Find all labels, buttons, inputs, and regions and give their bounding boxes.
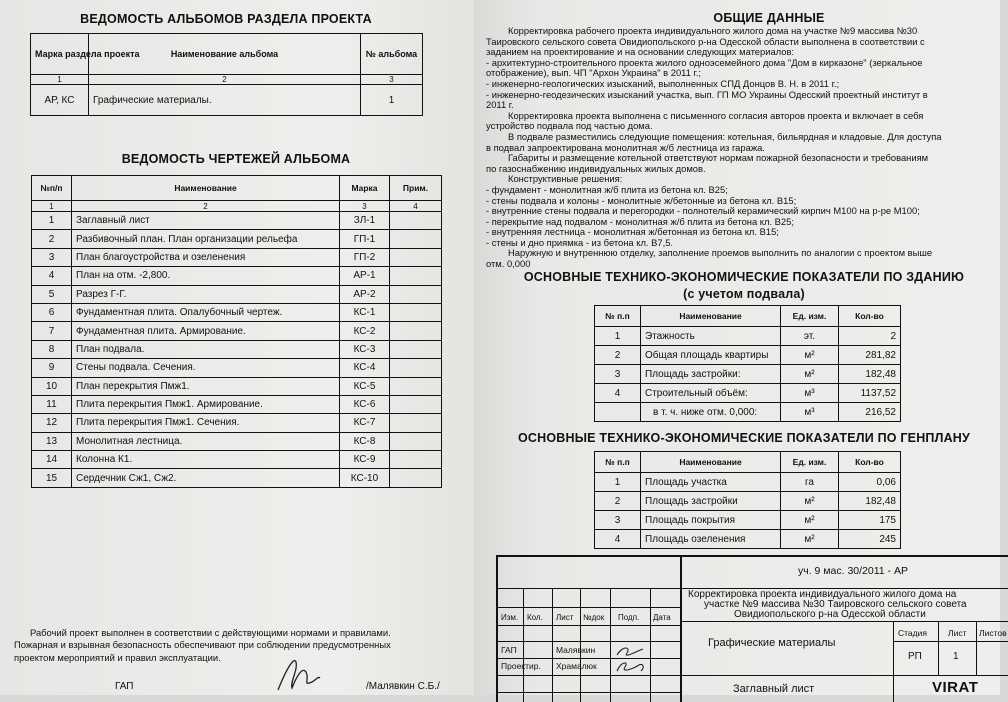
stamp-stage: РП (908, 651, 922, 662)
note-line: проектом мероприятий и правил эксплуатации. (14, 651, 221, 663)
stamp-role-gap: ГАП (501, 645, 517, 655)
drawing-note (390, 248, 442, 266)
stamp-name-designer: Храмалюк (556, 661, 597, 671)
table-row (32, 303, 442, 321)
site-indicator-quantity: 0,06 (839, 473, 901, 492)
stamp-sheet-name: Заглавный лист (733, 683, 815, 695)
table-row (32, 377, 442, 395)
drawings-table (31, 175, 442, 488)
drawing-number: 5 (32, 285, 72, 303)
table-row (595, 346, 901, 365)
drawing-name: Сердечник Сж1, Сж2. (72, 469, 340, 487)
building-indicator-unit: эт. (781, 327, 839, 346)
drawings-col-note: Прим. (390, 176, 442, 201)
stamp-project-title (688, 590, 967, 620)
table-row (32, 230, 442, 248)
drawing-note (390, 469, 442, 487)
drawing-name: Разрез Г-Г. (72, 285, 340, 303)
gap-signature (272, 652, 322, 695)
drawing-name: План на отм. -2,800. (72, 267, 340, 285)
drawings-num-4: 4 (390, 201, 442, 212)
drawings-col-mark: Марка (340, 176, 390, 201)
building-indicator-name: Площадь застройки: (641, 365, 781, 384)
stamp-signatures (613, 641, 649, 675)
general-data-title: ОБЩИЕ ДАННЫЕ (713, 11, 825, 25)
general-data-line: отображение), вып. ЧП "Архон Украина" в 2011 г.; (486, 67, 701, 79)
stamp-col-signature: Подп. (618, 613, 640, 622)
site-indicator-unit: м² (781, 530, 839, 549)
table-row (32, 469, 442, 487)
drawings-col-name: Наименование (72, 176, 340, 201)
building-indicator-name: Строительный объём: (641, 384, 781, 403)
album-number: 1 (361, 85, 423, 116)
general-data-line: по газоснабжению индивидуальных жилых домов. (486, 162, 706, 174)
general-data-line: Таировского сельского совета Овидиопольского р-на Одесской области выполнена в соответствии с (486, 35, 925, 47)
drawing-name: Колонна К1. (72, 451, 340, 469)
drawing-number: 12 (32, 414, 72, 432)
drawings-col-number: №п/п (32, 176, 72, 201)
table-row (595, 511, 901, 530)
drawing-mark: ЗЛ-1 (340, 212, 390, 230)
drawing-note (390, 377, 442, 395)
drawings-num-1: 1 (32, 201, 72, 212)
drawing-mark: КС-5 (340, 377, 390, 395)
building-indicator-number: 4 (595, 384, 641, 403)
stamp-project-line: Корректировка проекта индивидуального жилого дома на (688, 589, 957, 600)
album-col-name: Наименование альбома (89, 34, 361, 75)
building-indicator-quantity: 281,82 (839, 346, 901, 365)
album-num-2: 2 (89, 75, 361, 85)
album-num-3: 3 (361, 75, 423, 85)
title-block (496, 555, 1008, 702)
building-indicator-number: 3 (595, 365, 641, 384)
drawing-mark: КС-1 (340, 303, 390, 321)
drawing-mark: КС-7 (340, 414, 390, 432)
site-col-quantity: Кол-во (839, 452, 901, 473)
drawing-mark: ГП-1 (340, 230, 390, 248)
table-row (32, 359, 442, 377)
drawing-note (390, 303, 442, 321)
drawing-mark: КС-9 (340, 451, 390, 469)
drawing-number: 9 (32, 359, 72, 377)
table-row (32, 212, 442, 230)
stamp-col-count: Кол. (527, 613, 543, 622)
drawing-name: Плита перекрытия Пмж1. Сечения. (72, 414, 340, 432)
drawing-name: План перекрытия Пмж1. (72, 377, 340, 395)
general-data-line: В подвале разместились следующие помещения: котельная, бильярдная и кладовые. Для доступа (508, 130, 942, 142)
building-indicator-number: 1 (595, 327, 641, 346)
building-indicator-unit: м² (781, 346, 839, 365)
table-row (32, 322, 442, 340)
table-row (595, 384, 901, 403)
drawing-note (390, 267, 442, 285)
table-row (32, 285, 442, 303)
drawing-note (390, 432, 442, 450)
general-data-line: - стены и дно приямка - из бетона кл. В7,5. (486, 236, 674, 248)
general-data-line: - внутренняя лестница - монолитная ж/бетонная из бетона кл. В15; (486, 226, 779, 238)
drawing-number: 15 (32, 469, 72, 487)
drawing-number: 4 (32, 267, 72, 285)
general-data-line: устройство подвала под частью дома. (486, 120, 653, 132)
album-list-title: ВЕДОМОСТЬ АЛЬБОМОВ РАЗДЕЛА ПРОЕКТА (80, 12, 372, 26)
table-row (32, 340, 442, 358)
stamp-logo: VIRAT (932, 679, 979, 696)
drawing-name: Фундаментная плита. Армирование. (72, 322, 340, 340)
stamp-sheet-label: Лист (948, 628, 967, 638)
general-data-line: Конструктивные решения: (508, 173, 623, 185)
gap-label: ГАП (115, 681, 134, 692)
album-col-mark: Марка раздела проекта (31, 34, 89, 75)
drawing-mark: АР-2 (340, 285, 390, 303)
drawing-number: 2 (32, 230, 72, 248)
drawing-name: План подвала. (72, 340, 340, 358)
gap-name: /Малявкин С.Б./ (366, 681, 440, 692)
drawing-note (390, 451, 442, 469)
drawing-name: План благоустройства и озеленения (72, 248, 340, 266)
drawing-number: 11 (32, 395, 72, 413)
stamp-stage-label: Стадия (898, 628, 927, 638)
drawing-name: Разбивочный план. План организации рельефа (72, 230, 340, 248)
building-indicator-number: 2 (595, 346, 641, 365)
drawing-mark: ГП-2 (340, 248, 390, 266)
drawings-num-2: 2 (72, 201, 340, 212)
site-indicator-quantity: 245 (839, 530, 901, 549)
site-indicator-unit: га (781, 473, 839, 492)
site-indicator-number: 4 (595, 530, 641, 549)
general-data-line: - перекрытие над подвалом - монолитная ж/б плита из бетона кл. В25; (486, 215, 794, 227)
site-indicator-name: Площадь застройки (641, 492, 781, 511)
table-row (595, 473, 901, 492)
drawing-number: 13 (32, 432, 72, 450)
general-data-line: - стены подвала и колоны - монолитные ж/бетонные из бетона кл. В15; (486, 194, 797, 206)
drawing-note (390, 322, 442, 340)
drawing-number: 3 (32, 248, 72, 266)
drawing-number: 7 (32, 322, 72, 340)
table-row (32, 248, 442, 266)
drawing-number: 8 (32, 340, 72, 358)
stamp-col-sheet: Лист (556, 613, 574, 622)
general-data-line: - внутренние стены подвала и перегородки - полнотелый керамический кирпич М100 на р-ре М100; (486, 205, 920, 217)
general-data-line: - фундамент - монолитная ж/б плита из бетона кл. В25; (486, 183, 728, 195)
general-data-line: Наружную и внутреннюю отделку, заполнение проемов выполнить по аналогии с проектом выше (508, 247, 933, 259)
building-indicators-table (594, 305, 901, 422)
site-indicator-unit: м² (781, 511, 839, 530)
general-data-line: отм. 0,000 (486, 258, 531, 270)
table-row (32, 395, 442, 413)
site-indicator-unit: м² (781, 492, 839, 511)
site-indicator-quantity: 175 (839, 511, 901, 530)
note-line: Рабочий проект выполнен в соответствии с действующими нормами и правилами. (30, 627, 391, 638)
site-indicator-name: Площадь участка (641, 473, 781, 492)
table-row (595, 365, 901, 384)
table-row (32, 451, 442, 469)
drawing-mark: КС-2 (340, 322, 390, 340)
building-indicator-quantity: 2 (839, 327, 901, 346)
drawing-number: 6 (32, 303, 72, 321)
site-indicator-name: Площадь озеленения (641, 530, 781, 549)
drawing-note (390, 285, 442, 303)
drawing-mark: КС-10 (340, 469, 390, 487)
general-data-line: Габариты и размещение котельной ответствуют нормам пожарной безопасности и требованиям (508, 152, 929, 164)
drawing-name: Плита перекрытия Пмж1. Армирование. (72, 395, 340, 413)
drawing-note (390, 359, 442, 377)
drawing-number: 14 (32, 451, 72, 469)
general-data-line: 2011 г. (486, 99, 514, 111)
stamp-col-doc: №док (583, 613, 605, 622)
site-col-unit: Ед. изм. (781, 452, 839, 473)
drawing-note (390, 230, 442, 248)
table-row (595, 403, 901, 422)
building-indicator-name: Общая площадь квартиры (641, 346, 781, 365)
general-data-line: заданием на проектирование и на основании следующих материалов: (486, 46, 795, 58)
building-indicator-number (595, 403, 641, 422)
table-row (32, 432, 442, 450)
building-indicator-quantity: 1137,52 (839, 384, 901, 403)
stamp-col-date: Дата (653, 613, 671, 622)
building-indicator-name: в т. ч. ниже отм. 0,000: (641, 403, 781, 422)
site-indicator-number: 2 (595, 492, 641, 511)
drawing-mark: КС-4 (340, 359, 390, 377)
table-row (32, 414, 442, 432)
stamp-project-line: Овидиопольского р-на Одесской области (734, 609, 926, 620)
drawing-name: Стены подвала. Сечения. (72, 359, 340, 377)
drawing-number: 1 (32, 212, 72, 230)
drawing-name: Фундаментная плита. Опалубочный чертеж. (72, 303, 340, 321)
general-data-line: - инженерно-геодезических изысканий участка, вып. ГП МО Украины Одесский проектный институт в (486, 88, 928, 100)
drawing-name: Заглавный лист (72, 212, 340, 230)
building-indicator-quantity: 216,52 (839, 403, 901, 422)
building-indicator-quantity: 182,48 (839, 365, 901, 384)
building-col-name: Наименование (641, 306, 781, 327)
album-row (31, 85, 423, 116)
site-indicator-number: 1 (595, 473, 641, 492)
drawing-mark: КС-8 (340, 432, 390, 450)
compliance-notes (14, 627, 464, 664)
album-col-number: № альбома (361, 34, 423, 75)
drawing-note (390, 414, 442, 432)
table-row (595, 492, 901, 511)
building-indicators-title: ОСНОВНЫЕ ТЕХНИКО-ЭКОНОМИЧЕСКИЕ ПОКАЗАТЕЛИ ПО ЗДАНИЮ (523, 270, 965, 284)
drawing-note (390, 212, 442, 230)
stamp-name-gap: Малявкин (556, 645, 596, 655)
drawing-number: 10 (32, 377, 72, 395)
right-sheet (474, 0, 1007, 696)
general-data-line: Корректировка проекта выполнена с письменного согласия авторов проекта и включает в себя (508, 109, 924, 121)
stamp-project-line: участке №9 массива №30 Таировского сельского совета (704, 599, 967, 610)
site-indicator-name: Площадь покрытия (641, 511, 781, 530)
site-col-number: № п.п (595, 452, 641, 473)
drawings-num-3: 3 (340, 201, 390, 212)
drawing-mark: КС-6 (340, 395, 390, 413)
general-data-line: Корректировка рабочего проекта индивидуального жилого дома на участке №9 массива №30 (508, 25, 918, 36)
drawing-note (390, 395, 442, 413)
stamp-section-name: Графические материалы (708, 637, 836, 649)
stamp-sheets-label: Листов (979, 628, 1007, 638)
drawing-note (390, 340, 442, 358)
left-sheet (0, 0, 478, 695)
drawings-list-title: ВЕДОМОСТЬ ЧЕРТЕЖЕЙ АЛЬБОМА (121, 152, 351, 166)
drawing-name: Монолитная лестница. (72, 432, 340, 450)
album-mark: АР, КС (31, 85, 89, 116)
drawing-mark: АР-1 (340, 267, 390, 285)
site-indicators-title: ОСНОВНЫЕ ТЕХНИКО-ЭКОНОМИЧЕСКИЕ ПОКАЗАТЕЛИ ПО ГЕНПЛАНУ (517, 431, 971, 445)
drawing-mark: КС-3 (340, 340, 390, 358)
album-name: Графические материалы. (89, 85, 361, 116)
building-indicators-subtitle: (с учетом подвала) (683, 287, 805, 301)
note-line: Пожарная и взрывная безопасность обеспечивают при соблюдении предусмотренных (14, 639, 391, 651)
general-data-text (486, 26, 998, 270)
building-col-number: № п.п (595, 306, 641, 327)
building-col-quantity: Кол-во (839, 306, 901, 327)
stamp-project-code: уч. 9 мас. 30/2011 - АР (798, 565, 908, 577)
stamp-role-designer: Проектир. (501, 661, 541, 671)
stamp-col-change: Изм. (501, 613, 519, 622)
building-col-unit: Ед. изм. (781, 306, 839, 327)
site-indicators-table (594, 451, 901, 549)
table-row (595, 327, 901, 346)
stamp-sheet: 1 (953, 651, 959, 662)
album-num-1: 1 (31, 75, 89, 85)
general-data-line: - архитектурно-строительного проекта жилого одноэсемейного дома "Дом в кирказоне" (зеркальное (486, 56, 923, 68)
album-table (30, 33, 423, 116)
building-indicator-name: Этажность (641, 327, 781, 346)
general-data-line: в подвал запроектирована монолитная ж/б лестница из гаража. (486, 141, 765, 153)
table-row (32, 267, 442, 285)
table-row (595, 530, 901, 549)
building-indicator-unit: м³ (781, 403, 839, 422)
building-indicator-unit: м² (781, 365, 839, 384)
site-col-name: Наименование (641, 452, 781, 473)
site-indicator-number: 3 (595, 511, 641, 530)
general-data-line: - инженерно-геологических изысканий, выполненных СПД Донцов В. Н. в 2011 г.; (486, 77, 840, 89)
site-indicator-quantity: 182,48 (839, 492, 901, 511)
building-indicator-unit: м³ (781, 384, 839, 403)
